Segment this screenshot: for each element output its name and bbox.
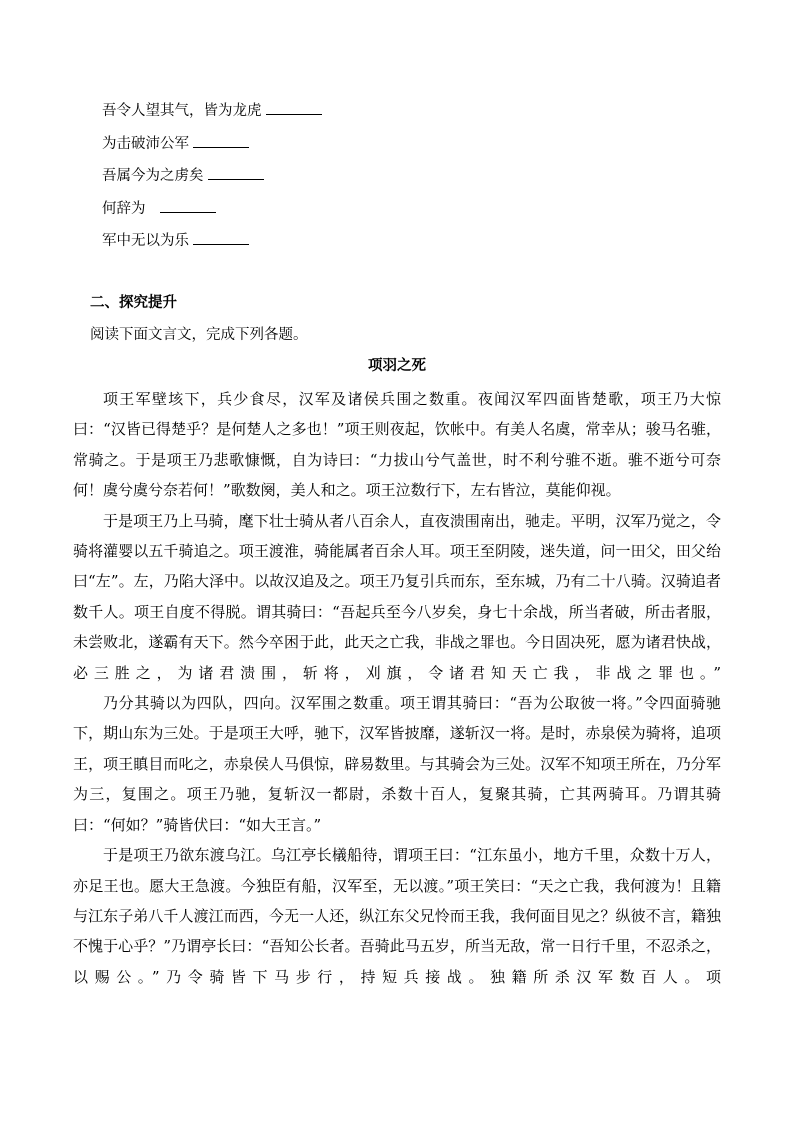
passage-body <box>73 384 721 992</box>
fill-blank-item <box>102 198 216 219</box>
fill-blank-item <box>102 100 322 121</box>
passage-paragraph: 乃分其骑以为四队，四向。汉军围之数重。项王谓其骑曰：“吾为公取彼一将。”令四面骑驰下，期山东为三处。于是项王大呼，驰下，汉军皆披靡，遂斩汉一将。是时，赤泉侯为骑将，追项王，项王瞋目而叱之，赤泉侯人马俱惊，辟易数里。与其骑会为三处。汉军不知项王所在，乃分军为三，复围之。项王乃驰，复斩汉一都尉，杀数十百人，复聚其骑，亡其两骑耳。乃谓其骑曰：“何如？”骑皆伏曰：“如大王言。” <box>73 694 721 834</box>
answer-blank[interactable] <box>193 230 249 245</box>
instruction-text: 阅读下面文言文，完成下列各题。 <box>90 327 308 343</box>
passage-paragraph: 项王军壁垓下，兵少食尽，汉军及诸侯兵围之数重。夜闻汉军四面皆楚歌，项王乃大惊曰：“汉皆已得楚乎？是何楚人之多也！”项王则夜起，饮帐中。有美人名虞，常幸从；骏马名骓，常骑之。于是项王乃悲歌慷慨，自为诗曰：“力拔山兮气盖世，时不利兮骓不逝。骓不逝兮可奈何！虞兮虞兮奈若何！”歌数阕，美人和之。项王泣数行下，左右皆泣，莫能仰视。 <box>73 390 721 500</box>
answer-blank[interactable] <box>208 165 264 180</box>
fill-blank-text: 吾属今为之虏矣 <box>102 168 204 184</box>
passage-paragraph: 于是项王乃欲东渡乌江。乌江亭长檥船待，谓项王曰：“江东虽小，地方千里，众数十万人，亦足王也。愿大王急渡。今独臣有船，汉军至，无以渡。”项王笑曰：“天之亡我，我何渡为！且籍与江东子弟八千人渡江而西，今无一人还，纵江东父兄怜而王我，我何面目见之？纵彼不言，籍独不愧于心乎？”乃谓亭长曰：“吾知公长者。吾骑此马五岁，所当无敌，常一日行千里，不忍杀之，以赐公。”乃令骑皆下马步行，持短兵接战。独籍所杀汉军数百人。项 <box>73 846 721 986</box>
fill-blank-item <box>102 133 249 154</box>
passage-paragraph: 于是项王乃上马骑，麾下壮士骑从者八百余人，直夜溃围南出，驰走。平明，汉军乃觉之，令骑将灌婴以五千骑追之。项王渡淮，骑能属者百余人耳。项王至阴陵，迷失道，问一田父，田父绐曰“左”。左，乃陷大泽中。以故汉追及之。项王乃复引兵而东，至东城，乃有二十八骑。汉骑追者数千人。项王自度不得脱。谓其骑曰：“吾起兵至今八岁矣，身七十余战，所当者破，所击者服，未尝败北，遂霸有天下。然今卒困于此，此天之亡我，非战之罪也。今日固决死，愿为诸君快战，必三胜之，为诸君溃围，斩将，刈旗，令诸君知天亡我，非战之罪也。” <box>73 511 721 682</box>
answer-blank[interactable] <box>266 100 322 115</box>
fill-blank-item <box>102 230 249 251</box>
fill-blank-text: 吾令人望其气，皆为龙虎 <box>102 103 262 119</box>
fill-blank-text: 军中无以为乐 <box>102 233 189 249</box>
section-heading: 二、探究提升 <box>90 295 177 311</box>
fill-blank-item <box>102 165 264 186</box>
fill-blank-text: 何辞为 <box>102 201 146 217</box>
answer-blank[interactable] <box>193 133 249 148</box>
fill-blank-text: 为击破沛公军 <box>102 136 189 152</box>
passage-title: 项羽之死 <box>368 358 426 374</box>
answer-blank[interactable] <box>160 198 216 213</box>
